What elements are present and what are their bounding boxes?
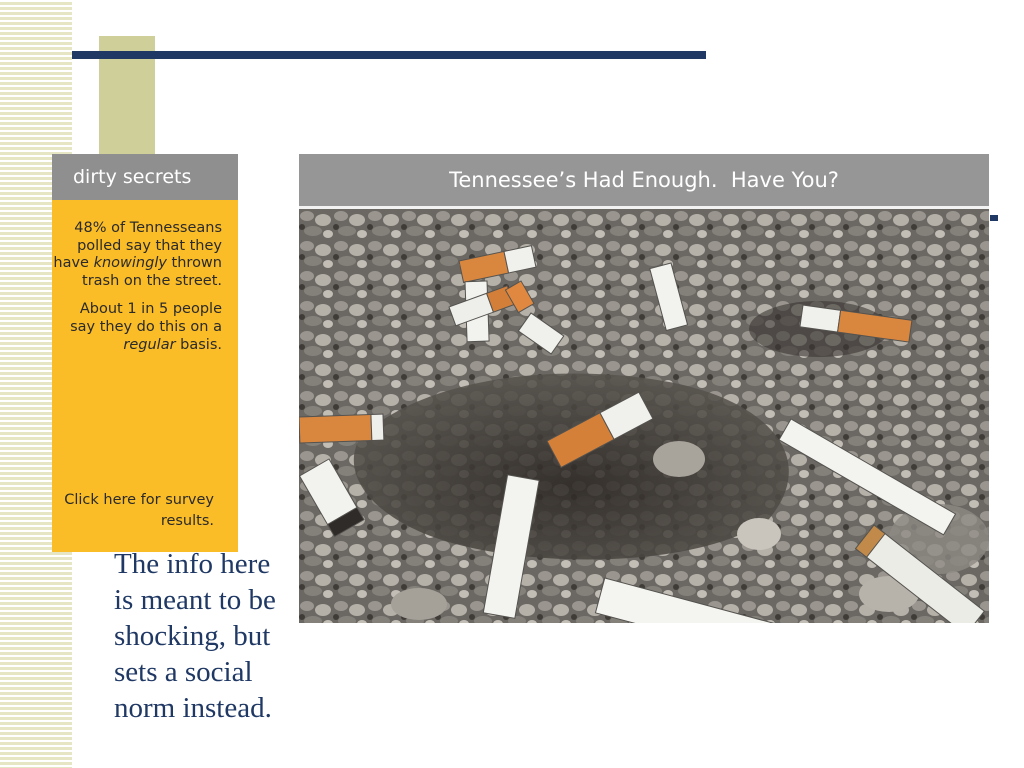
caption-line: sets a social xyxy=(114,656,253,688)
stat-knowingly: 48% of Tennesseans polled say that they have knowingly thrown trash on the street. xyxy=(53,220,222,289)
cigarette-butts-photo xyxy=(299,209,989,623)
caption-line: norm instead. xyxy=(114,692,272,724)
emphasis-regular: regular xyxy=(123,336,176,353)
caption-line: The info here xyxy=(114,548,271,580)
slide-caption xyxy=(114,546,314,726)
dirty-secrets-panel[interactable] xyxy=(52,154,238,552)
title-rule-dash xyxy=(990,215,998,221)
panel-body xyxy=(52,220,222,529)
caption-line: shocking, but xyxy=(114,620,271,652)
stat-regular: About 1 in 5 people say they do this on a regular basis. xyxy=(70,301,222,353)
title-rule xyxy=(72,51,706,59)
ad-photo-panel xyxy=(299,154,989,623)
caption-line: is meant to be xyxy=(114,584,276,616)
emphasis-knowingly: knowingly xyxy=(93,255,167,272)
panel-header: dirty secrets xyxy=(52,154,238,200)
survey-results-link[interactable]: Click here for survey results. xyxy=(64,492,214,529)
banner-headline: Tennessee’s Had Enough. Have You? xyxy=(299,154,989,209)
